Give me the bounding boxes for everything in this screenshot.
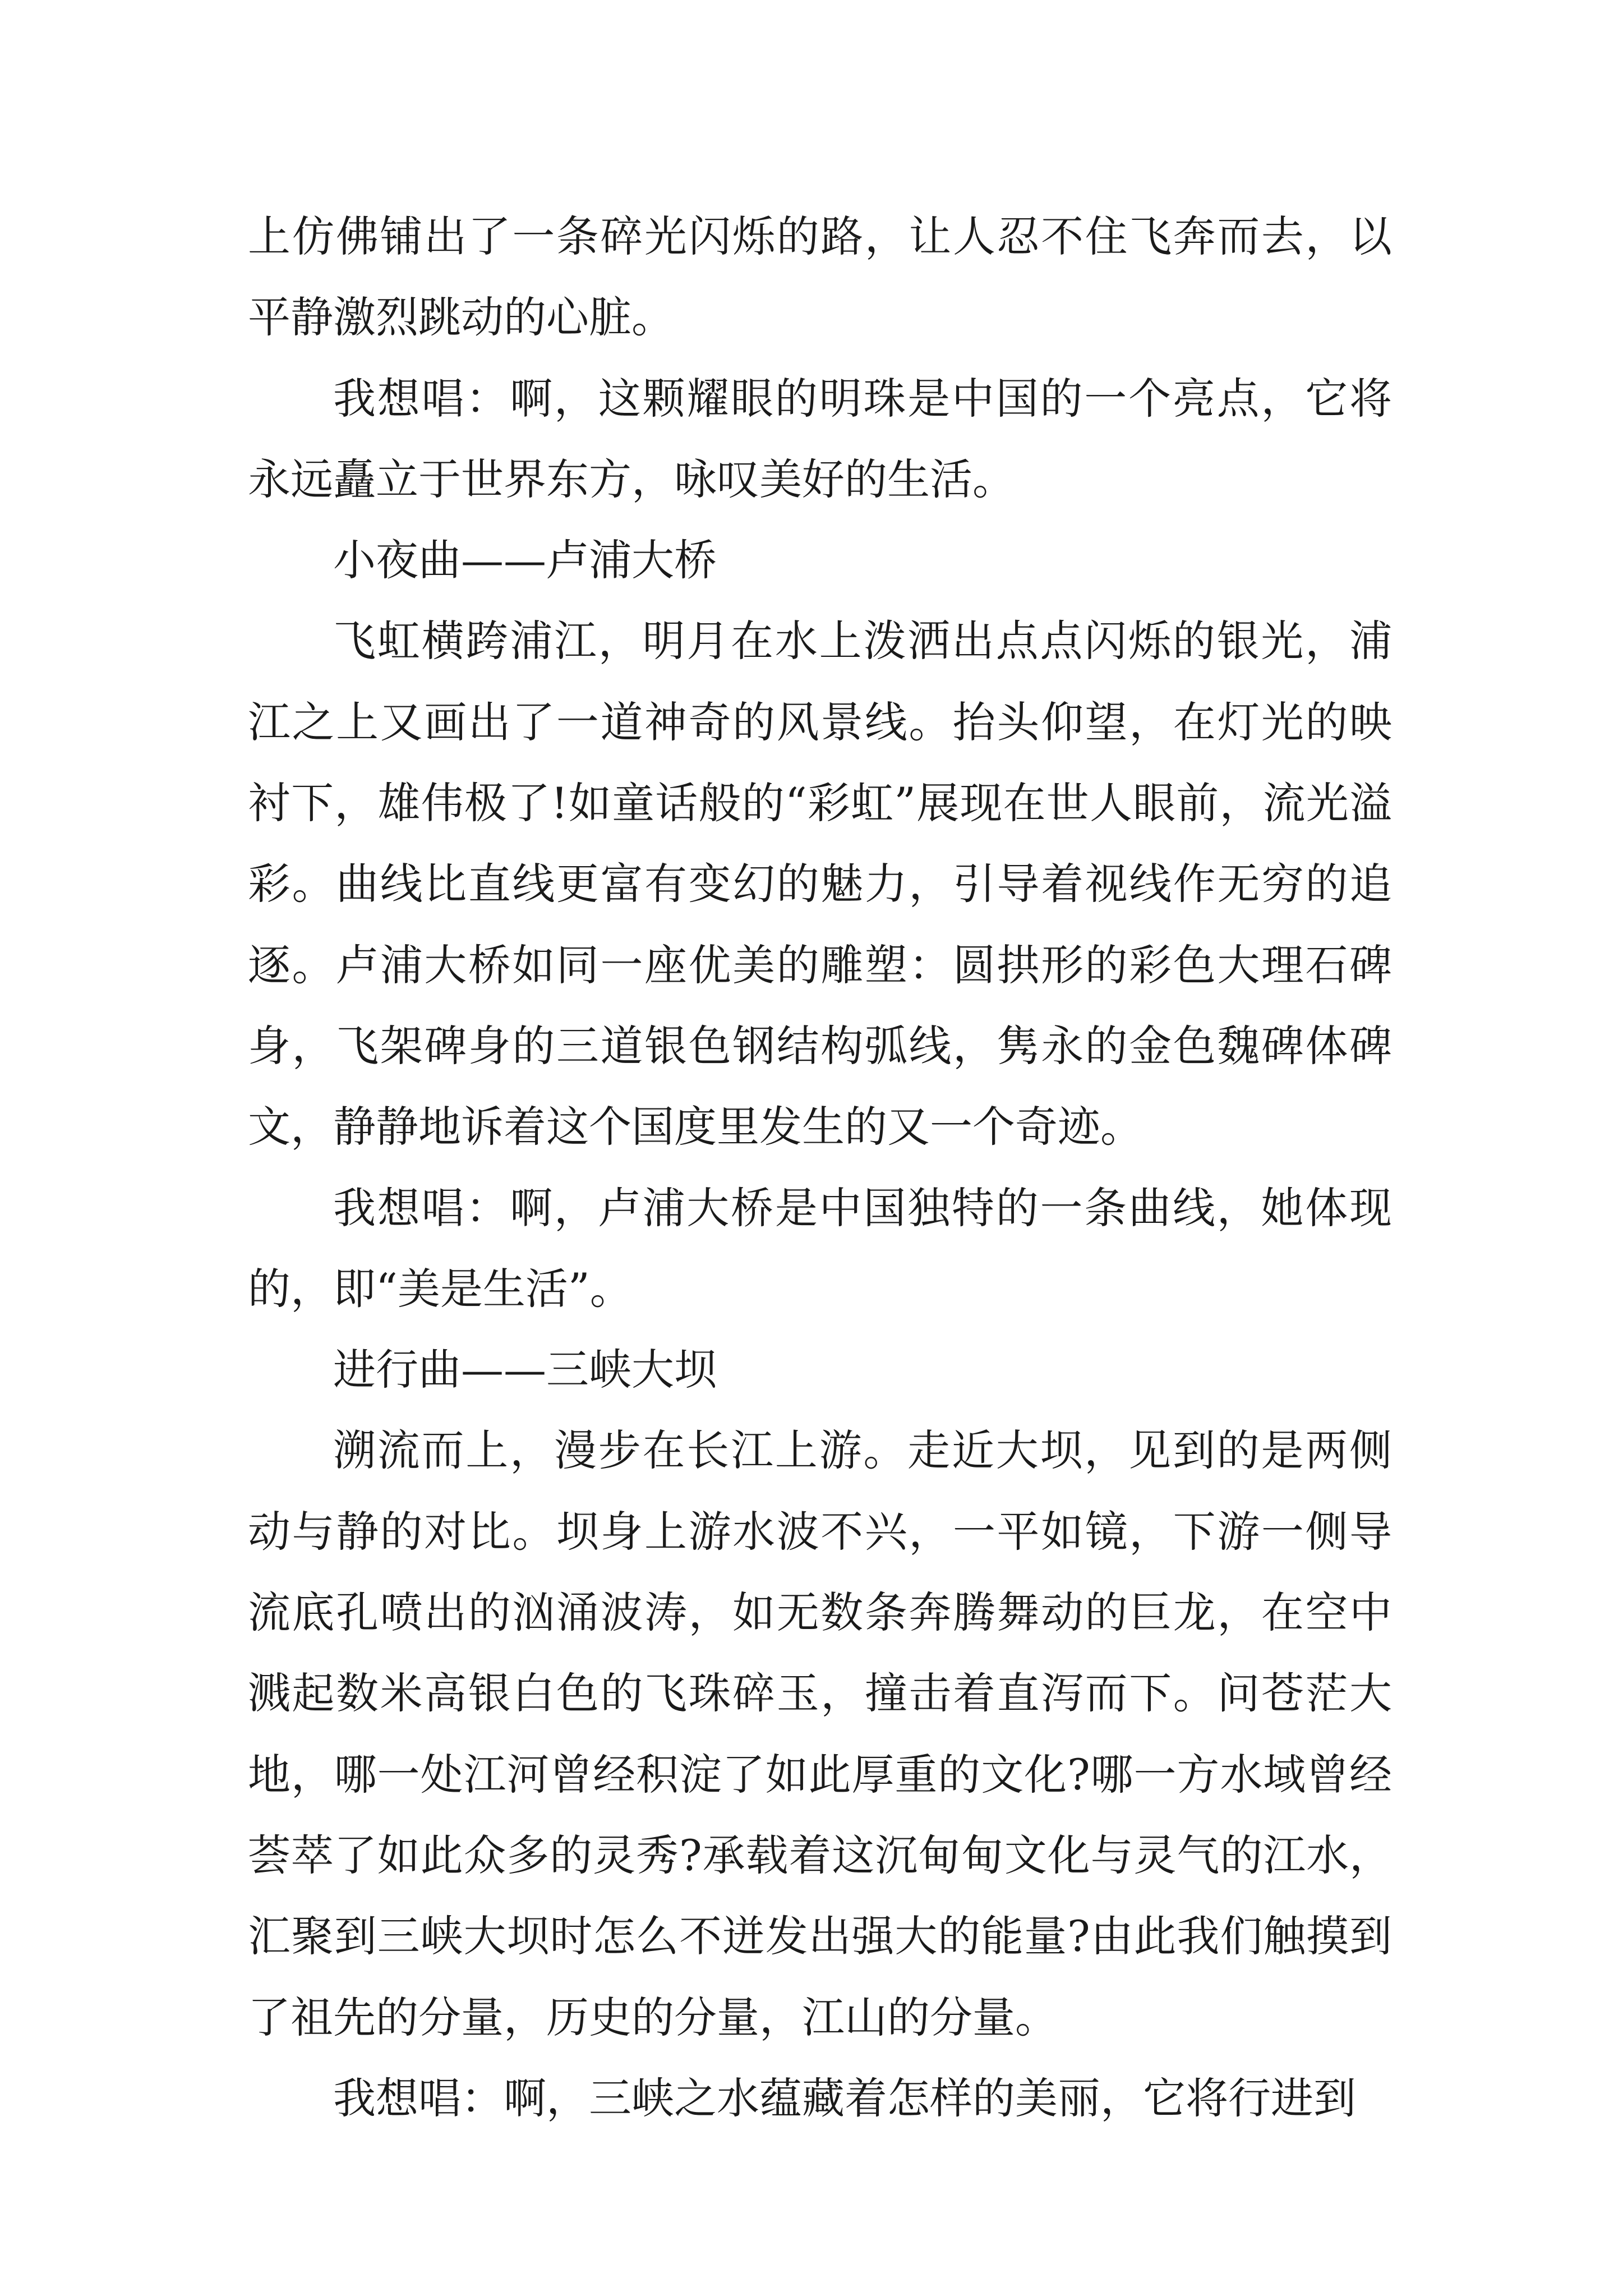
paragraph-three-gorges: 溯流而上，漫步在长江上游。走近大坝，见到的是两侧动与静的对比。坝身上游水波不兴，一平如镜，下游一侧导流底孔喷出的汹涌波涛，如无数条奔腾舞动的巨龙，在空中溅起数米高银白色的飞珠碎玉，撞击着直泻而下。问苍茫大地，哪一处江河曾经积淀了如此厚重的文化?哪一方水域曾经荟萃了如此众多的灵秀?承载着这沉甸甸文化与灵气的江水，汇聚到三峡大坝时怎么不迸发出强大的能量?由此我们触摸到了祖先的分量，历史的分量，江山的分量。	[248, 1425, 1392, 2042]
paragraph-song-pearl: 我想唱：啊，这颗耀眼的明珠是中国的一个亮点，它将永远矗立于世界东方，咏叹美好的生活。	[248, 373, 1392, 504]
paragraph-song-bridge: 我想唱：啊，卢浦大桥是中国独特的一条曲线，她体现的，即“美是生活”。	[248, 1182, 1392, 1314]
paragraph-continuation: 上仿佛铺出了一条碎光闪烁的路，让人忍不住飞奔而去，以平静激烈跳动的心脏。	[248, 211, 1392, 343]
document-body	[248, 196, 1392, 2139]
section-heading-march: 进行曲——三峡大坝	[333, 1345, 717, 1395]
paragraph-lupu-bridge: 飞虹横跨浦江，明月在水上泼洒出点点闪烁的银光，浦江之上又画出了一道神奇的风景线。抬头仰望，在灯光的映衬下，雄伟极了!如童话般的“彩虹”展现在世人眼前，流光溢彩。曲线比直线更富有变幻的魅力，引导着视线作无穷的追逐。卢浦大桥如同一座优美的雕塑：圆拱形的彩色大理石碑身，飞架碑身的三道银色钢结构弧线，隽永的金色魏碑体碑文，静静地诉着这个国度里发生的又一个奇迹。	[248, 616, 1392, 1152]
section-heading-serenade: 小夜曲——卢浦大桥	[333, 535, 717, 586]
paragraph-song-gorges: 我想唱：啊，三峡之水蕴藏着怎样的美丽，它将行进到	[333, 2073, 1356, 2123]
